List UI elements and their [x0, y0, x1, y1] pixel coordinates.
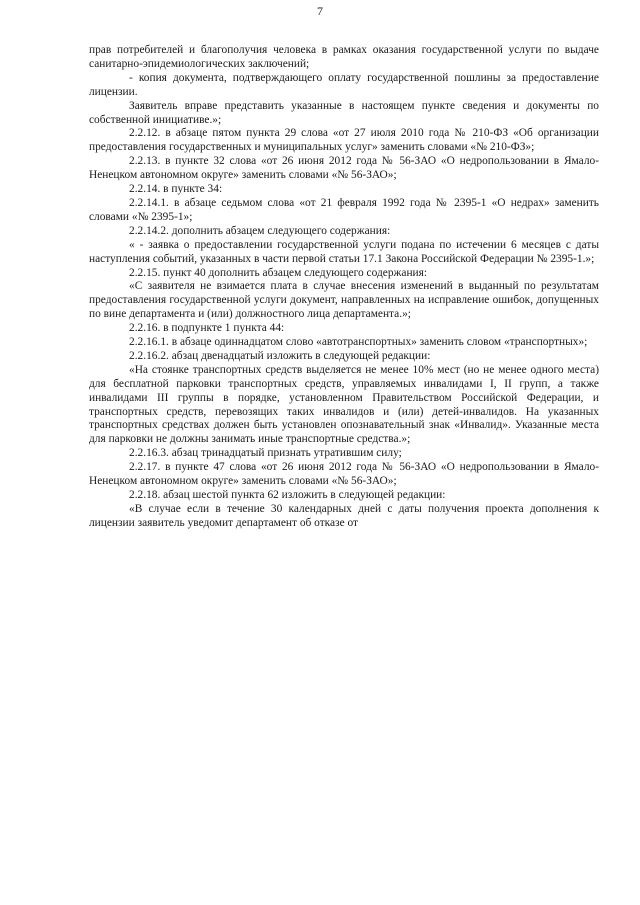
- paragraph: Заявитель вправе представить указанные в настоящем пункте сведения и документы по собственной инициативе.»;: [89, 99, 599, 126]
- paragraph: прав потребителей и благополучия человека в рамках оказания государственной услуги по выдаче санитарно-эпидемиологических заключений;: [89, 44, 599, 70]
- paragraph: 2.2.14.2. дополнить абзацем следующего содержания:: [129, 224, 391, 237]
- paragraph: 2.2.17. в пункте 47 слова «от 26 июня 2012 года № 56-ЗАО «О недропользовании в Ямало-Ненецком автономном округе» заменить словами «№ 56-ЗАО»;: [89, 461, 599, 488]
- paragraph: - копия документа, подтверждающего оплату государственной пошлины за предоставление лицензии.: [89, 71, 599, 98]
- paragraph: 2.2.16.2. абзац двенадцатый изложить в следующей редакции:: [129, 349, 431, 362]
- paragraph: 2.2.18. абзац шестой пункта 62 изложить в следующей редакции:: [129, 489, 446, 501]
- page-number: 7: [317, 4, 323, 18]
- paragraph: 2.2.16.1. в абзаце одиннадцатом слово «автотранспортных» заменить словом «транспортных»;: [129, 336, 588, 349]
- paragraph: « - заявка о предоставлении государственной услуги подана по истечении 6 месяцев с даты наступления событий, указанных в части первой статьи 17.1 Закона Российской Федерации № 2395-1.»;: [89, 238, 599, 265]
- paragraph: «С заявителя не взимается плата в случае внесения изменений в выданный по результатам предоставления государственной услуги документ, направленных на исправление ошибок, допущенных по вине департамента и (или) должностного лица департамента.»;: [89, 280, 599, 321]
- paragraph: 2.2.16. в подпункте 1 пункта 44:: [129, 322, 285, 335]
- paragraph: 2.2.12. в абзаце пятом пункта 29 слова «от 27 июля 2010 года № 210-ФЗ «Об организации предоставления государственных и муниципальных услуг» заменить словами «№ 210-ФЗ»;: [89, 127, 599, 154]
- paragraph: 2.2.15. пункт 40 дополнить абзацем следующего содержания:: [129, 266, 428, 279]
- paragraph: 2.2.14.1. в абзаце седьмом слова «от 21 февраля 1992 года № 2395-1 «О недрах» заменить словами «№ 2395-1»;: [89, 196, 599, 223]
- paragraph: 2.2.16.3. абзац тринадцатый признать утратившим силу;: [129, 447, 402, 460]
- paragraph: «На стоянке транспортных средств выделяется не менее 10% мест (но не менее одного места) для бесплатной парковки транспортных средств, управляемых инвалидами I, II групп, а также инвалидами III группы в порядке, установленном Правительством Российской Федерации, и транспортных средств, перевозящих таких инвалидов и (или) детей-инвалидов. На указанных транспортных средствах должен быть установлен опознавательный знак «Инвалид». Указанные места для парковки не должны занимать иные транспортные средства.»;: [89, 363, 599, 446]
- paragraph: 2.2.13. в пункте 32 слова «от 26 июня 2012 года № 56-ЗАО «О недропользовании в Ямало-Ненецком автономном округе» заменить словами «№ 56-ЗАО»;: [89, 155, 599, 182]
- paragraph: 2.2.14. в пункте 34:: [129, 183, 223, 196]
- paragraph: «В случае если в течение 30 календарных дней с даты получения проекта дополнения к лицензии заявитель уведомит департамент об отказе от: [89, 502, 599, 529]
- document-body: [89, 44, 599, 531]
